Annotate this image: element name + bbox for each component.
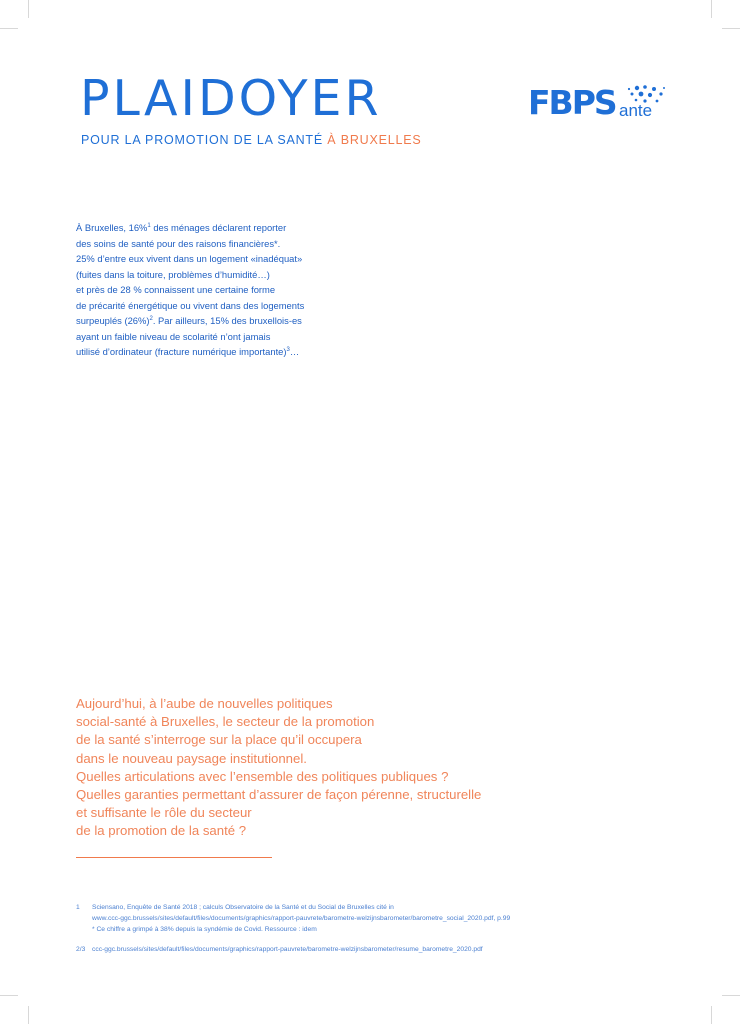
question-line: Quelles articulations avec l’ensemble des politiques publiques ?	[76, 768, 449, 784]
intro-paragraph	[76, 220, 376, 360]
footnote-text: Sciensano, Enquête de Santé 2018 ; calculs Observatoire de la Santé et du Social de Bruxelles cité in	[92, 904, 394, 911]
logo-fbps-text: FBPS	[528, 83, 616, 122]
logo-sante-text: ante	[619, 101, 653, 120]
crop-mark	[722, 28, 740, 29]
question-line: Quelles garanties permettant d’assurer de façon pérenne, structurelle	[76, 787, 482, 803]
footnote-number: 1	[76, 904, 80, 911]
question-line: de la promotion de la santé ?	[76, 823, 247, 839]
footnotes	[76, 902, 696, 955]
page-subtitle	[81, 133, 422, 147]
footnote-link[interactable]: www.ccc-ggc.brussels/sites/default/files/documents/graphics/rapport-pauvrete/barometre-welzijnsbarometer/barometre_social_2020.pdf, p.99	[92, 915, 511, 922]
intro-line: ayant un faible niveau de scolarité n’ont jamais	[76, 330, 271, 342]
intro-line: utilisé d’ordinateur (fracture numérique importante)$^3$…	[76, 346, 300, 357]
crop-mark	[711, 1006, 712, 1024]
footnote-link[interactable]: ccc-ggc.brussels/sites/default/files/documents/graphics/rapport-pauvrete/barometre-welzijnsbarometer/resume_barometre_2020.pdf	[92, 946, 483, 953]
separator-rule	[76, 857, 272, 858]
question-line: dans le nouveau paysage institutionnel.	[76, 750, 307, 766]
intro-line: de précarité énergétique ou vivent dans des logements	[76, 299, 305, 311]
subtitle-main: POUR LA PROMOTION DE LA SANTÉ	[81, 133, 328, 147]
crop-mark	[722, 995, 740, 996]
footnote-2-3	[76, 944, 696, 955]
intro-line: 25% d’entre eux vivent dans un logement «inadéquat»	[76, 253, 303, 264]
crop-mark	[0, 28, 18, 29]
intro-line: des soins de santé pour des raisons financières*.	[76, 237, 281, 249]
intro-line: et près de 28 % connaissent une certaine forme	[76, 284, 276, 295]
fbps-sante-logo	[528, 84, 668, 128]
question-line: de la santé s’interroge sur la place qu’il occupera	[76, 732, 362, 748]
question-paragraph	[76, 695, 596, 841]
question-line: social-santé à Bruxelles, le secteur de la promotion	[76, 714, 375, 730]
crop-mark	[28, 1006, 29, 1024]
intro-line: surpeuplés $(26\%)^2$. Par ailleurs, 15% des bruxellois-es	[76, 315, 302, 326]
question-line: Aujourd’hui, à l’aube de nouvelles politiques	[76, 696, 333, 711]
footnote-number: 2/3	[76, 946, 86, 953]
page-title: PLAIDOYER	[80, 70, 382, 127]
crop-mark	[711, 0, 712, 18]
subtitle-accent: À BRUXELLES	[327, 133, 422, 147]
footnote-text: * Ce chiffre a grimpé à 38% depuis la syndémie de Covid. Ressource : idem	[92, 926, 317, 933]
question-line: et suffisante le rôle du secteur	[76, 805, 252, 821]
intro-line: (fuites dans la toiture, problèmes d’humidité…)	[76, 268, 270, 280]
crop-mark	[28, 0, 29, 18]
intro-line: À Bruxelles, 16%$^1$ des ménages déclarent reporter	[76, 222, 287, 233]
crop-mark	[0, 995, 18, 996]
footnote-1	[76, 902, 696, 935]
